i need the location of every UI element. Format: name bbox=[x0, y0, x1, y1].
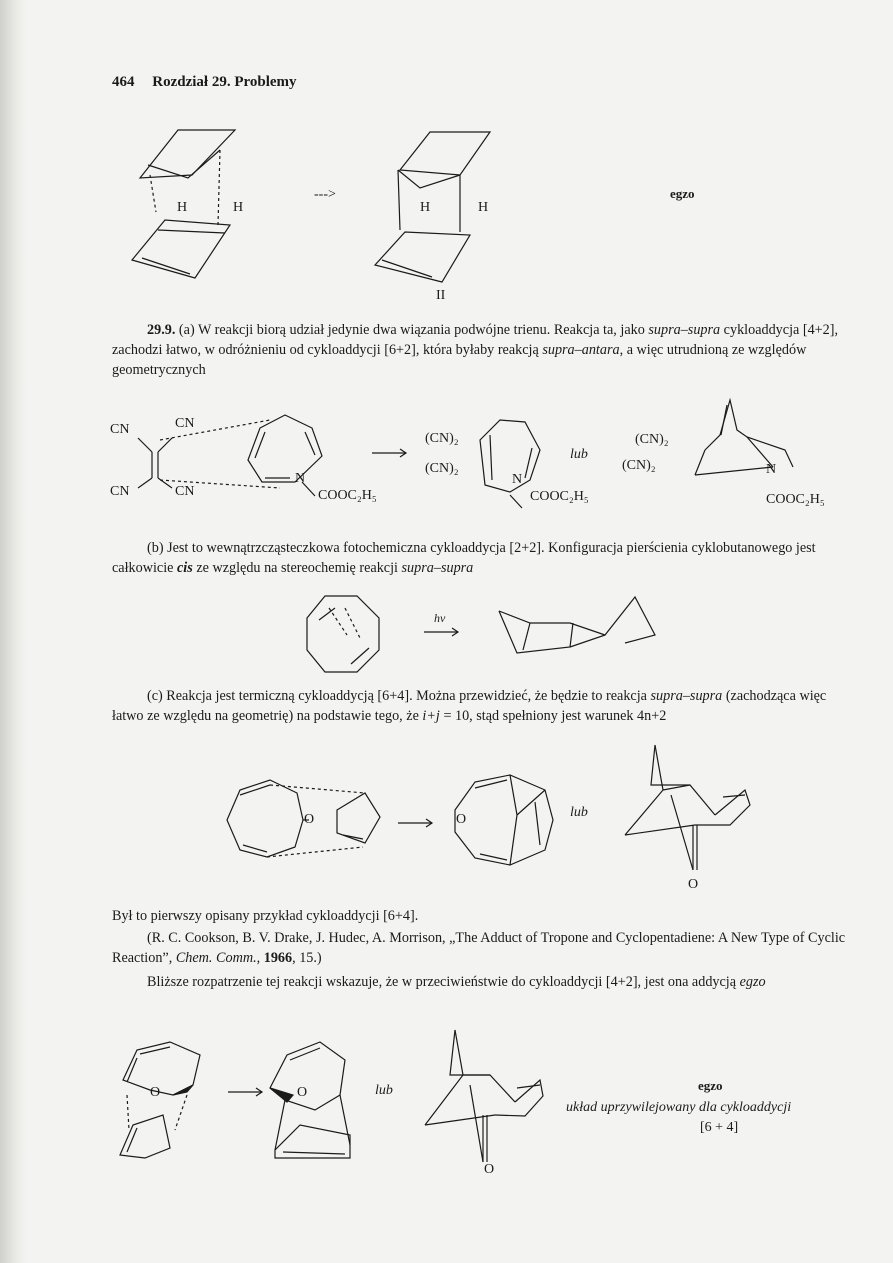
scheme1-egzo-label: egzo bbox=[670, 186, 695, 201]
scheme5-bracket: [6 + 4] bbox=[700, 1120, 739, 1135]
scheme1-reactant-structure bbox=[120, 120, 280, 290]
scheme5-lub: lub bbox=[375, 1083, 393, 1098]
scheme2-cn2-d: (CN)₂ bbox=[622, 458, 656, 473]
page-gutter-shadow bbox=[0, 0, 26, 1263]
p299-text-2: cykloaddycja [4+2], zachodzi łatwo, w odróżnieniu od cykloaddycji [6+2], która byłaby reakcją bbox=[112, 322, 839, 358]
problem-number: 29.9. bbox=[147, 322, 176, 338]
scheme2-n-3: N bbox=[766, 462, 777, 477]
page-header bbox=[112, 74, 297, 91]
scheme5-o-1: O bbox=[150, 1085, 161, 1100]
scheme2-lub: lub bbox=[570, 447, 588, 462]
scheme1-dashed-arrow: ---> bbox=[314, 187, 336, 202]
pb-text-2: ze względu na stereochemię reakcji bbox=[192, 560, 402, 576]
scheme2-n-2: N bbox=[512, 472, 523, 487]
scheme2-cooc-3: COOC₂H₅ bbox=[766, 492, 825, 507]
pc-text-3: = 10, stąd spełniony jest warunek bbox=[439, 708, 638, 724]
scheme2-cn2-c: (CN)₂ bbox=[635, 432, 669, 447]
ref-journal: Chem. Comm. bbox=[175, 950, 257, 966]
scheme2-cn2-b: (CN)₂ bbox=[425, 461, 459, 476]
scheme2-cn-4: CN bbox=[175, 484, 195, 499]
scheme5-arrow bbox=[228, 1087, 268, 1097]
scheme3-tricyclic-product-structure bbox=[495, 595, 665, 665]
scheme2-cn2-a: (CN)₂ bbox=[425, 431, 459, 446]
scheme2-cn-3: CN bbox=[110, 484, 130, 499]
scheme4-bridged-structure bbox=[605, 745, 760, 885]
pb-text-1: (b) Jest to wewnątrzcząsteczkowa fotochemiczna cykloaddycja [2+2]. Konfiguracja pierścienia cyklobutanowego jest całkowicie bbox=[112, 540, 816, 576]
scheme4-arrow bbox=[398, 818, 438, 828]
paragraph-exo bbox=[112, 972, 850, 992]
pc-condition: 4n+2 bbox=[637, 708, 667, 724]
scheme2-cn-1: CN bbox=[110, 422, 130, 437]
paragraph-c bbox=[112, 686, 850, 726]
page-number: 464 bbox=[112, 74, 135, 90]
pc-text-1: (c) Reakcja jest termiczną cykloaddycją [6+4]. Można przewidzieć, że będzie to reakcja bbox=[147, 688, 651, 704]
scheme1-h-label-3: H bbox=[420, 200, 431, 215]
exo-word: egzo bbox=[739, 974, 766, 990]
scheme4-o-1: O bbox=[304, 812, 315, 827]
scheme2-arrow-1 bbox=[372, 448, 412, 458]
pc-supra-supra: supra–supra bbox=[650, 688, 723, 704]
scheme4-o-2: O bbox=[456, 812, 467, 827]
scheme2-cooc-1: COOC₂H₅ bbox=[318, 488, 377, 503]
pb-supra-supra: supra–supra bbox=[401, 560, 474, 576]
paragraph-first-example: Był to pierwszy opisany przykład cykloaddycji [6+4]. bbox=[112, 908, 419, 924]
scheme5-caption: układ uprzywilejowany dla cykloaddycji bbox=[566, 1100, 792, 1115]
scheme4-o-3: O bbox=[688, 877, 699, 892]
ref-text: (R. C. Cookson, B. V. Drake, J. Hudec, A. Morrison, „The Adduct of Tropone and Cyclopentadiene: A New Type of Cyclic Reaction”, bbox=[112, 930, 846, 966]
scheme1-h-label-2: H bbox=[233, 200, 244, 215]
scheme2-cooc-2: COOC₂H₅ bbox=[530, 489, 589, 504]
scheme1-product-structure bbox=[360, 120, 520, 290]
scheme4-lub: lub bbox=[570, 805, 588, 820]
exo-text: Bliższe rozpatrzenie tej reakcji wskazuje, że w przeciwieństwie do cykloaddycji [4+2], jest ona addycją bbox=[147, 974, 740, 990]
p299-text-1: (a) W reakcji biorą udział jedynie dwa wiązania podwójne trienu. Reakcja ta, jako bbox=[178, 322, 649, 338]
scheme5-egzo-label: egzo bbox=[698, 1078, 723, 1093]
scheme5-exo-adduct-structure bbox=[265, 1040, 365, 1160]
paragraph-29-9-a bbox=[112, 320, 850, 380]
scheme2-n-1: N bbox=[295, 471, 306, 486]
p299-text-3: , a więc utrudnioną ze względów geometrycznych bbox=[112, 342, 807, 378]
ref-post: , 15.) bbox=[292, 950, 322, 966]
scheme5-bridged-structure bbox=[395, 1030, 550, 1175]
scheme2-bicyclic-structure bbox=[675, 395, 805, 485]
scheme1-h-label-1: H bbox=[177, 200, 188, 215]
pb-cis: cis bbox=[177, 560, 193, 576]
scheme5-o-2: O bbox=[297, 1085, 308, 1100]
p299-supra-antara: supra–antara bbox=[542, 342, 620, 358]
scheme3-hv: hν bbox=[434, 611, 446, 625]
ref-year: 1966 bbox=[263, 950, 293, 966]
p299-supra-supra: supra–supra bbox=[648, 322, 721, 338]
pc-text-2: (zachodząca więc łatwo ze względu na geometrię) na podstawie tego, że bbox=[112, 688, 827, 724]
paragraph-reference: (R. C. Cookson, B. V. Drake, J. Hudec, A. Morrison, „The Adduct of Tropone and Cyclopentadiene: A New Type of Cyclic Reaction”, Chem. Comm., 1966, 15.) bbox=[112, 930, 846, 966]
paragraph-b bbox=[112, 538, 850, 578]
scheme3-cyclooctadiene-structure bbox=[305, 590, 385, 680]
scheme2-reactants-structure bbox=[100, 400, 340, 510]
scheme5-exo-reactants-structure bbox=[115, 1040, 225, 1165]
scheme2-cn-2: CN bbox=[175, 416, 195, 431]
scheme1-h-label-4: H bbox=[478, 200, 489, 215]
scheme5-o-3: O bbox=[484, 1162, 495, 1177]
chapter-title: Rozdział 29. Problemy bbox=[152, 74, 297, 90]
pc-equation: i+j bbox=[422, 708, 440, 724]
scheme3-arrow bbox=[424, 627, 464, 637]
scheme1-roman-label: II bbox=[436, 288, 446, 303]
